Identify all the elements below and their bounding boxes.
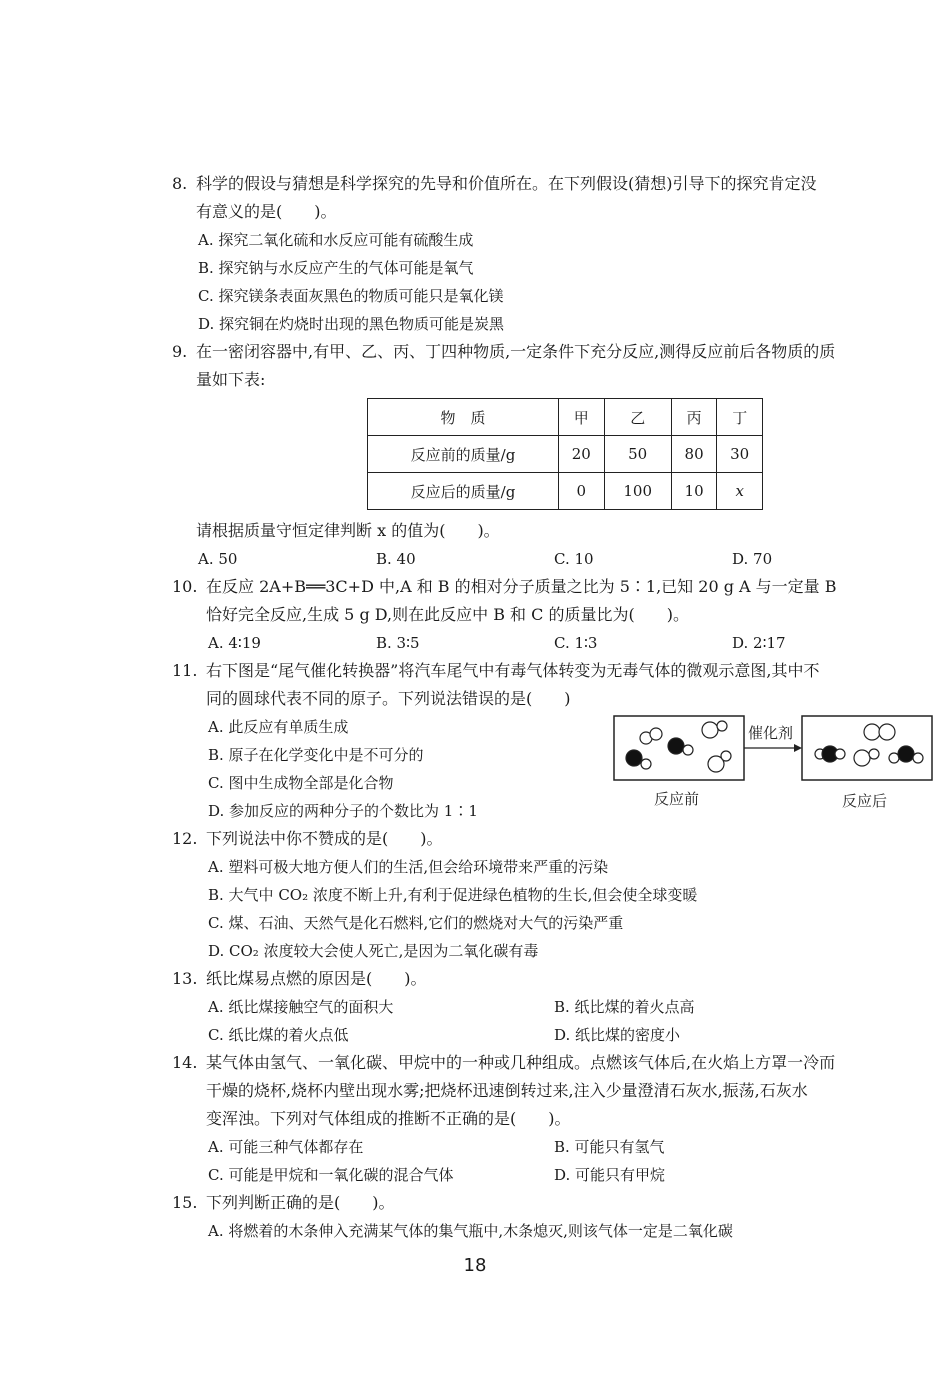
q8-option-d: D. 探究铜在灼烧时出现的黑色物质可能是炭黑 xyxy=(198,315,505,333)
q8-option-a: A. 探究二氧化硫和水反应可能有硫酸生成 xyxy=(198,231,474,249)
q14-option-b: B. 可能只有氢气 xyxy=(554,1138,665,1156)
q9-stem-line1: 在一密闭容器中,有甲、乙、丙、丁四种物质,一定条件下充分反应,测得反应前后各物质的质 xyxy=(196,342,836,361)
q11-stem-line1: 右下图是“尾气催化转换器”将汽车尾气中有毒气体转变为无毒气体的微观示意图,其中不 xyxy=(206,661,820,680)
q11-number: 11. xyxy=(172,661,198,680)
q14-stem-line2: 干燥的烧杯,烧杯内壁出现水雾;把烧杯迅速倒转过来,注入少量澄清石灰水,振荡,石灰水 xyxy=(206,1081,808,1100)
q9-option-a: A. 50 xyxy=(198,550,238,568)
arrow-head-icon xyxy=(794,744,802,752)
q12-stem: 下列说法中你不赞成的是( )。 xyxy=(206,829,443,848)
after-molecules xyxy=(815,724,923,766)
q10-option-d: D. 2∶17 xyxy=(732,634,786,652)
before-label: 反应前 xyxy=(654,791,700,808)
q15-option-a: A. 将燃着的木条伸入充满某气体的集气瓶中,木条熄灭,则该气体一定是二氧化碳 xyxy=(208,1222,733,1240)
q9-option-d: D. 70 xyxy=(732,550,773,568)
mass-table xyxy=(367,398,763,510)
q13-option-d: D. 纸比煤的密度小 xyxy=(554,1026,681,1044)
q9-after-table: 请根据质量守恒定律判断 x 的值为( )。 xyxy=(196,521,500,540)
q12-option-c: C. 煤、石油、天然气是化石燃料,它们的燃烧对大气的污染严重 xyxy=(208,914,624,932)
q8-number: 8. xyxy=(172,174,188,193)
table-cell: 反应后的质量/g xyxy=(368,473,559,510)
table-cell: 丁 xyxy=(717,399,763,436)
q10-option-b: B. 3∶5 xyxy=(376,634,420,652)
table-cell: 50 xyxy=(604,436,671,473)
table-cell: 丙 xyxy=(671,399,717,436)
q8-stem-line1: 科学的假设与猜想是科学探究的先导和价值所在。在下列假设(猜想)引导下的探究肯定没 xyxy=(196,174,817,193)
table-cell: 物 质 xyxy=(368,399,559,436)
q10-number: 10. xyxy=(172,577,198,596)
q13-number: 13. xyxy=(172,969,198,988)
q14-option-a: A. 可能三种气体都存在 xyxy=(208,1138,364,1156)
after-label: 反应后 xyxy=(842,793,888,810)
table-row xyxy=(368,473,763,510)
q11-option-c: C. 图中生成物全部是化合物 xyxy=(208,774,394,792)
q14-option-c: C. 可能是甲烷和一氧化碳的混合气体 xyxy=(208,1166,454,1184)
q11-option-a: A. 此反应有单质生成 xyxy=(208,718,349,736)
q13-option-a: A. 纸比煤接触空气的面积大 xyxy=(208,998,394,1016)
reaction-diagram xyxy=(612,714,934,814)
catalyst-label: 催化剂 xyxy=(748,725,794,742)
table-cell: 30 xyxy=(717,436,763,473)
page-number: 18 xyxy=(463,1255,487,1276)
table-row xyxy=(368,436,763,473)
q10-option-a: A. 4∶19 xyxy=(208,634,261,652)
table-header-row xyxy=(368,399,763,436)
table-cell: 乙 xyxy=(604,399,671,436)
table-cell: 反应前的质量/g xyxy=(368,436,559,473)
q14-stem-line1: 某气体由氢气、一氧化碳、甲烷中的一种或几种组成。点燃该气体后,在火焰上方罩一冷而 xyxy=(206,1053,836,1072)
q11-option-b: B. 原子在化学变化中是不可分的 xyxy=(208,746,424,764)
table-cell: 甲 xyxy=(559,399,605,436)
q14-stem-line3: 变浑浊。下列对气体组成的推断不正确的是( )。 xyxy=(206,1109,571,1128)
table-cell: 0 xyxy=(559,473,605,510)
q10-option-c: C. 1∶3 xyxy=(554,634,598,652)
q8-option-c: C. 探究镁条表面灰黑色的物质可能只是氧化镁 xyxy=(198,287,504,305)
q10-stem-line1: 在反应 2A+B══3C+D 中,A 和 B 的相对分子质量之比为 5∶1,已知 20 g A 与一定量 B xyxy=(206,577,837,596)
q15-number: 15. xyxy=(172,1193,198,1212)
q12-option-d: D. CO₂ 浓度较大会使人死亡,是因为二氧化碳有毒 xyxy=(208,942,539,960)
q13-stem: 纸比煤易点燃的原因是( )。 xyxy=(206,969,427,988)
q10-stem-line2: 恰好完全反应,生成 5 g D,则在此反应中 B 和 C 的质量比为( )。 xyxy=(206,605,689,624)
q14-number: 14. xyxy=(172,1053,198,1072)
q11-option-d: D. 参加反应的两种分子的个数比为 1∶1 xyxy=(208,802,478,820)
q9-stem-line2: 量如下表: xyxy=(196,370,266,389)
q13-option-b: B. 纸比煤的着火点高 xyxy=(554,998,695,1016)
q11-stem-line2: 同的圆球代表不同的原子。下列说法错误的是( ) xyxy=(206,689,571,708)
q13-option-c: C. 纸比煤的着火点低 xyxy=(208,1026,349,1044)
q12-option-b: B. 大气中 CO₂ 浓度不断上升,有利于促进绿色植物的生长,但会使全球变暖 xyxy=(208,886,698,904)
before-molecules xyxy=(626,721,731,772)
reaction-diagram-svg xyxy=(612,714,934,814)
q9-option-c: C. 10 xyxy=(554,550,594,568)
q15-stem: 下列判断正确的是( )。 xyxy=(206,1193,395,1212)
q14-option-d: D. 可能只有甲烷 xyxy=(554,1166,666,1184)
table-cell: 80 xyxy=(671,436,717,473)
q8-option-b: B. 探究钠与水反应产生的气体可能是氧气 xyxy=(198,259,474,277)
q12-number: 12. xyxy=(172,829,198,848)
table-cell: 20 xyxy=(559,436,605,473)
q9-option-b: B. 40 xyxy=(376,550,416,568)
q12-option-a: A. 塑料可极大地方便人们的生活,但会给环境带来严重的污染 xyxy=(208,858,609,876)
q8-stem-line2: 有意义的是( )。 xyxy=(196,202,337,221)
table-cell: x xyxy=(717,473,763,510)
q9-number: 9. xyxy=(172,342,188,361)
table-cell: 10 xyxy=(671,473,717,510)
table-cell: 100 xyxy=(604,473,671,510)
